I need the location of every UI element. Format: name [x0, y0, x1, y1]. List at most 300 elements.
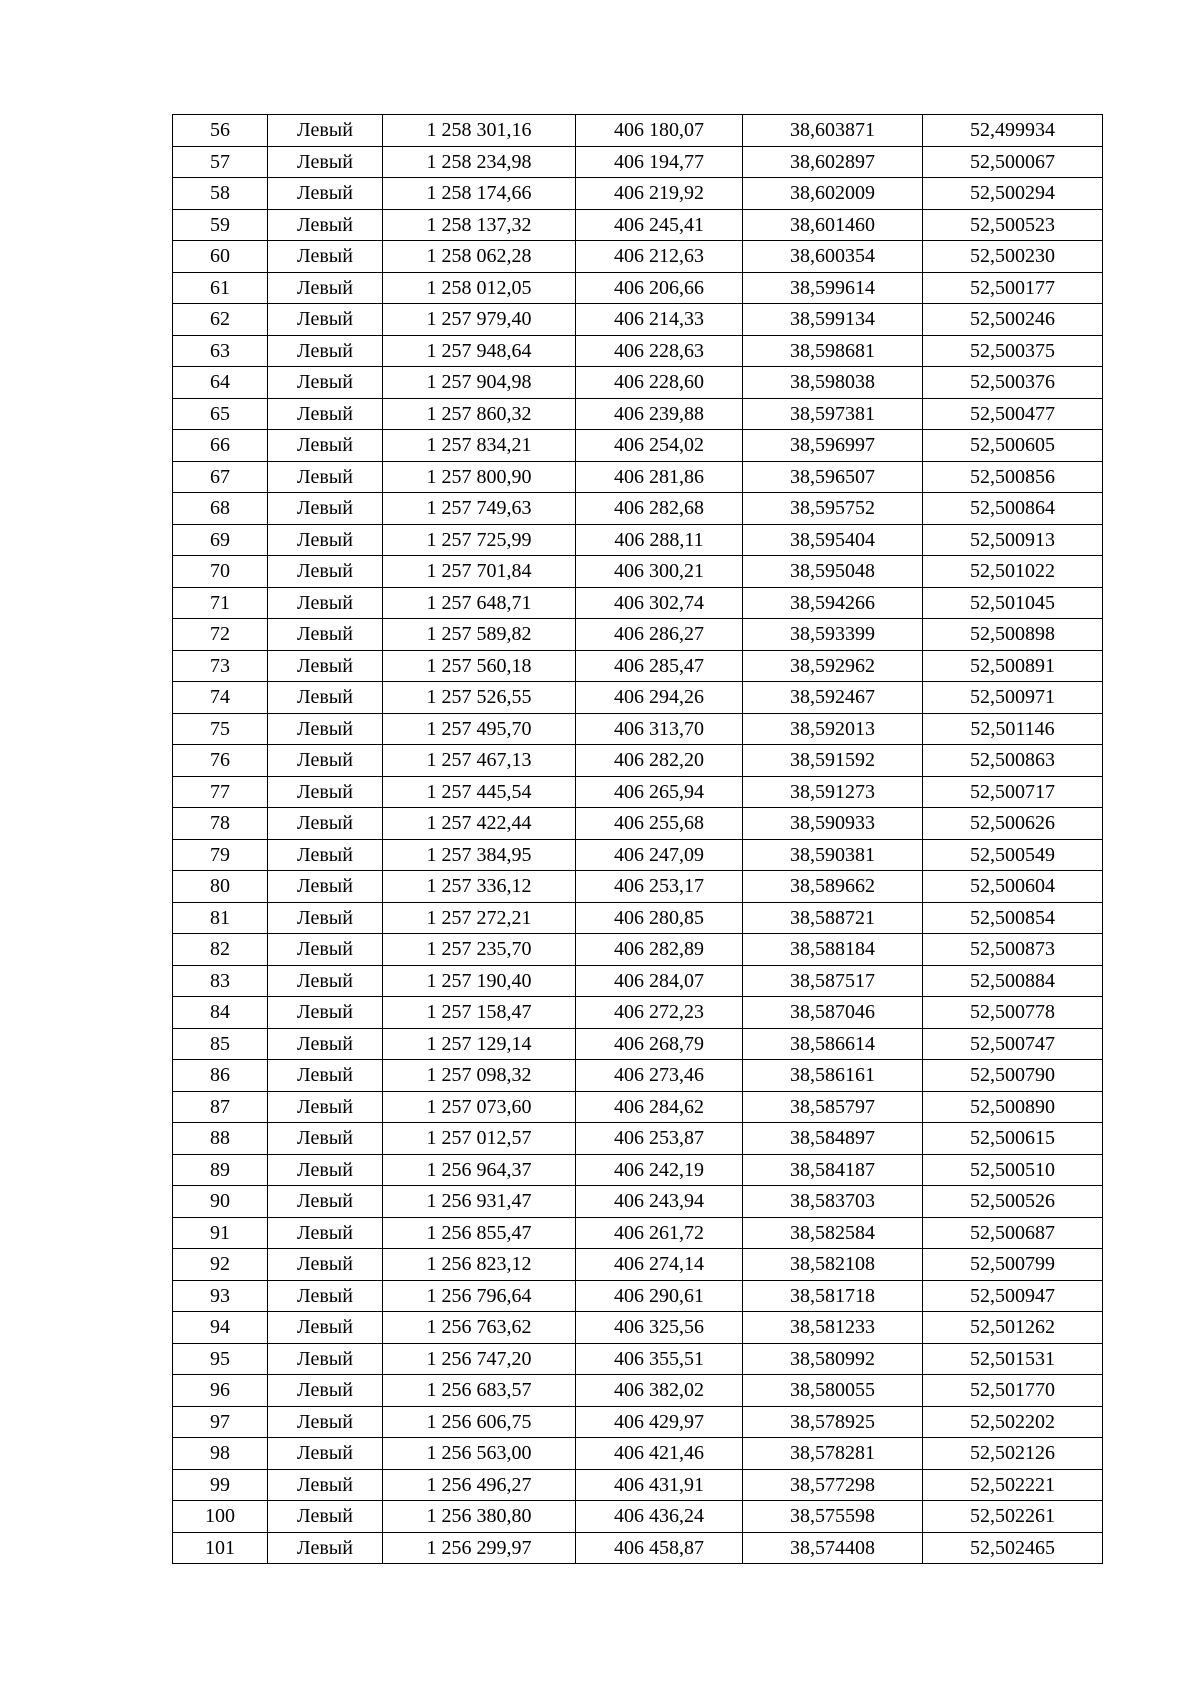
x-coordinate-cell: 1 257 129,14 [383, 1028, 576, 1060]
side-cell: Левый [268, 776, 383, 808]
point-number-cell: 81 [173, 902, 268, 934]
latitude-cell: 52,500375 [923, 335, 1103, 367]
x-coordinate-cell: 1 256 299,97 [383, 1532, 576, 1564]
x-coordinate-cell: 1 257 384,95 [383, 839, 576, 871]
y-coordinate-cell: 406 282,89 [576, 934, 743, 966]
x-coordinate-cell: 1 258 012,05 [383, 272, 576, 304]
table-row [173, 1375, 1103, 1407]
point-number-cell: 78 [173, 808, 268, 840]
table-row [173, 556, 1103, 588]
x-coordinate-cell: 1 257 749,63 [383, 493, 576, 525]
y-coordinate-cell: 406 421,46 [576, 1438, 743, 1470]
latitude-cell: 52,502202 [923, 1406, 1103, 1438]
longitude-cell: 38,588721 [743, 902, 923, 934]
latitude-cell: 52,500854 [923, 902, 1103, 934]
longitude-cell: 38,597381 [743, 398, 923, 430]
x-coordinate-cell: 1 257 272,21 [383, 902, 576, 934]
x-coordinate-cell: 1 257 725,99 [383, 524, 576, 556]
longitude-cell: 38,584897 [743, 1123, 923, 1155]
y-coordinate-cell: 406 286,27 [576, 619, 743, 651]
y-coordinate-cell: 406 214,33 [576, 304, 743, 336]
x-coordinate-cell: 1 257 158,47 [383, 997, 576, 1029]
longitude-cell: 38,602897 [743, 146, 923, 178]
y-coordinate-cell: 406 228,60 [576, 367, 743, 399]
point-number-cell: 79 [173, 839, 268, 871]
side-cell: Левый [268, 1123, 383, 1155]
side-cell: Левый [268, 430, 383, 462]
point-number-cell: 97 [173, 1406, 268, 1438]
x-coordinate-cell: 1 258 174,66 [383, 178, 576, 210]
y-coordinate-cell: 406 274,14 [576, 1249, 743, 1281]
point-number-cell: 88 [173, 1123, 268, 1155]
latitude-cell: 52,500891 [923, 650, 1103, 682]
longitude-cell: 38,591273 [743, 776, 923, 808]
latitude-cell: 52,500177 [923, 272, 1103, 304]
x-coordinate-cell: 1 257 098,32 [383, 1060, 576, 1092]
longitude-cell: 38,598681 [743, 335, 923, 367]
x-coordinate-cell: 1 258 137,32 [383, 209, 576, 241]
point-number-cell: 62 [173, 304, 268, 336]
point-number-cell: 80 [173, 871, 268, 903]
longitude-cell: 38,574408 [743, 1532, 923, 1564]
point-number-cell: 92 [173, 1249, 268, 1281]
y-coordinate-cell: 406 431,91 [576, 1469, 743, 1501]
side-cell: Левый [268, 650, 383, 682]
latitude-cell: 52,501045 [923, 587, 1103, 619]
point-number-cell: 95 [173, 1343, 268, 1375]
x-coordinate-cell: 1 257 526,55 [383, 682, 576, 714]
table-row [173, 241, 1103, 273]
y-coordinate-cell: 406 268,79 [576, 1028, 743, 1060]
x-coordinate-cell: 1 258 301,16 [383, 115, 576, 147]
y-coordinate-cell: 406 194,77 [576, 146, 743, 178]
point-number-cell: 58 [173, 178, 268, 210]
point-number-cell: 82 [173, 934, 268, 966]
y-coordinate-cell: 406 180,07 [576, 115, 743, 147]
side-cell: Левый [268, 335, 383, 367]
point-number-cell: 90 [173, 1186, 268, 1218]
side-cell: Левый [268, 272, 383, 304]
side-cell: Левый [268, 808, 383, 840]
y-coordinate-cell: 406 255,68 [576, 808, 743, 840]
table-row [173, 1501, 1103, 1533]
longitude-cell: 38,584187 [743, 1154, 923, 1186]
y-coordinate-cell: 406 247,09 [576, 839, 743, 871]
y-coordinate-cell: 406 273,46 [576, 1060, 743, 1092]
x-coordinate-cell: 1 257 648,71 [383, 587, 576, 619]
y-coordinate-cell: 406 458,87 [576, 1532, 743, 1564]
longitude-cell: 38,594266 [743, 587, 923, 619]
table-row [173, 115, 1103, 147]
table-row [173, 304, 1103, 336]
table-row [173, 713, 1103, 745]
table-row [173, 1343, 1103, 1375]
x-coordinate-cell: 1 257 834,21 [383, 430, 576, 462]
longitude-cell: 38,595404 [743, 524, 923, 556]
point-number-cell: 71 [173, 587, 268, 619]
latitude-cell: 52,500790 [923, 1060, 1103, 1092]
point-number-cell: 85 [173, 1028, 268, 1060]
x-coordinate-cell: 1 258 234,98 [383, 146, 576, 178]
latitude-cell: 52,500604 [923, 871, 1103, 903]
latitude-cell: 52,501770 [923, 1375, 1103, 1407]
side-cell: Левый [268, 1186, 383, 1218]
x-coordinate-cell: 1 257 860,32 [383, 398, 576, 430]
longitude-cell: 38,590381 [743, 839, 923, 871]
side-cell: Левый [268, 713, 383, 745]
longitude-cell: 38,601460 [743, 209, 923, 241]
y-coordinate-cell: 406 254,02 [576, 430, 743, 462]
point-number-cell: 70 [173, 556, 268, 588]
x-coordinate-cell: 1 256 964,37 [383, 1154, 576, 1186]
y-coordinate-cell: 406 281,86 [576, 461, 743, 493]
longitude-cell: 38,590933 [743, 808, 923, 840]
latitude-cell: 52,500863 [923, 745, 1103, 777]
latitude-cell: 52,500747 [923, 1028, 1103, 1060]
point-number-cell: 93 [173, 1280, 268, 1312]
x-coordinate-cell: 1 256 606,75 [383, 1406, 576, 1438]
side-cell: Левый [268, 1091, 383, 1123]
table-row [173, 997, 1103, 1029]
latitude-cell: 52,500549 [923, 839, 1103, 871]
point-number-cell: 86 [173, 1060, 268, 1092]
side-cell: Левый [268, 304, 383, 336]
table-row [173, 1249, 1103, 1281]
point-number-cell: 74 [173, 682, 268, 714]
point-number-cell: 57 [173, 146, 268, 178]
point-number-cell: 75 [173, 713, 268, 745]
table-row [173, 1280, 1103, 1312]
table-row [173, 209, 1103, 241]
side-cell: Левый [268, 1217, 383, 1249]
longitude-cell: 38,589662 [743, 871, 923, 903]
table-row [173, 1123, 1103, 1155]
longitude-cell: 38,587517 [743, 965, 923, 997]
longitude-cell: 38,603871 [743, 115, 923, 147]
latitude-cell: 52,500971 [923, 682, 1103, 714]
point-number-cell: 89 [173, 1154, 268, 1186]
y-coordinate-cell: 406 219,92 [576, 178, 743, 210]
longitude-cell: 38,587046 [743, 997, 923, 1029]
latitude-cell: 52,501262 [923, 1312, 1103, 1344]
table-row [173, 430, 1103, 462]
coordinates-table [172, 114, 1103, 1564]
latitude-cell: 52,500717 [923, 776, 1103, 808]
x-coordinate-cell: 1 256 563,00 [383, 1438, 576, 1470]
side-cell: Левый [268, 1060, 383, 1092]
table-row [173, 1438, 1103, 1470]
side-cell: Левый [268, 1280, 383, 1312]
longitude-cell: 38,602009 [743, 178, 923, 210]
x-coordinate-cell: 1 256 380,80 [383, 1501, 576, 1533]
y-coordinate-cell: 406 288,11 [576, 524, 743, 556]
side-cell: Левый [268, 682, 383, 714]
x-coordinate-cell: 1 256 747,20 [383, 1343, 576, 1375]
y-coordinate-cell: 406 284,62 [576, 1091, 743, 1123]
x-coordinate-cell: 1 256 931,47 [383, 1186, 576, 1218]
longitude-cell: 38,578281 [743, 1438, 923, 1470]
point-number-cell: 72 [173, 619, 268, 651]
longitude-cell: 38,593399 [743, 619, 923, 651]
latitude-cell: 52,500778 [923, 997, 1103, 1029]
side-cell: Левый [268, 461, 383, 493]
latitude-cell: 52,500864 [923, 493, 1103, 525]
table-row [173, 461, 1103, 493]
longitude-cell: 38,592467 [743, 682, 923, 714]
latitude-cell: 52,501531 [923, 1343, 1103, 1375]
latitude-cell: 52,500294 [923, 178, 1103, 210]
longitude-cell: 38,592013 [743, 713, 923, 745]
longitude-cell: 38,599614 [743, 272, 923, 304]
longitude-cell: 38,583703 [743, 1186, 923, 1218]
point-number-cell: 77 [173, 776, 268, 808]
longitude-cell: 38,582584 [743, 1217, 923, 1249]
latitude-cell: 52,500898 [923, 619, 1103, 651]
table-row [173, 745, 1103, 777]
table-row [173, 871, 1103, 903]
longitude-cell: 38,578925 [743, 1406, 923, 1438]
table-row [173, 1091, 1103, 1123]
longitude-cell: 38,585797 [743, 1091, 923, 1123]
y-coordinate-cell: 406 285,47 [576, 650, 743, 682]
table-row [173, 335, 1103, 367]
longitude-cell: 38,596997 [743, 430, 923, 462]
side-cell: Левый [268, 209, 383, 241]
y-coordinate-cell: 406 429,97 [576, 1406, 743, 1438]
x-coordinate-cell: 1 257 235,70 [383, 934, 576, 966]
latitude-cell: 52,500615 [923, 1123, 1103, 1155]
longitude-cell: 38,582108 [743, 1249, 923, 1281]
x-coordinate-cell: 1 256 855,47 [383, 1217, 576, 1249]
longitude-cell: 38,599134 [743, 304, 923, 336]
latitude-cell: 52,500873 [923, 934, 1103, 966]
latitude-cell: 52,501022 [923, 556, 1103, 588]
x-coordinate-cell: 1 256 796,64 [383, 1280, 576, 1312]
point-number-cell: 56 [173, 115, 268, 147]
latitude-cell: 52,500230 [923, 241, 1103, 273]
point-number-cell: 99 [173, 1469, 268, 1501]
point-number-cell: 83 [173, 965, 268, 997]
table-row [173, 1469, 1103, 1501]
y-coordinate-cell: 406 282,20 [576, 745, 743, 777]
latitude-cell: 52,502126 [923, 1438, 1103, 1470]
side-cell: Левый [268, 178, 383, 210]
y-coordinate-cell: 406 302,74 [576, 587, 743, 619]
table-row [173, 146, 1103, 178]
x-coordinate-cell: 1 257 495,70 [383, 713, 576, 745]
side-cell: Левый [268, 1249, 383, 1281]
longitude-cell: 38,577298 [743, 1469, 923, 1501]
point-number-cell: 68 [173, 493, 268, 525]
side-cell: Левый [268, 493, 383, 525]
table-row [173, 178, 1103, 210]
y-coordinate-cell: 406 253,17 [576, 871, 743, 903]
x-coordinate-cell: 1 256 496,27 [383, 1469, 576, 1501]
point-number-cell: 64 [173, 367, 268, 399]
y-coordinate-cell: 406 290,61 [576, 1280, 743, 1312]
x-coordinate-cell: 1 257 589,82 [383, 619, 576, 651]
point-number-cell: 59 [173, 209, 268, 241]
table-row [173, 650, 1103, 682]
table-row [173, 619, 1103, 651]
latitude-cell: 52,500067 [923, 146, 1103, 178]
point-number-cell: 84 [173, 997, 268, 1029]
side-cell: Левый [268, 1343, 383, 1375]
table-row [173, 934, 1103, 966]
longitude-cell: 38,586161 [743, 1060, 923, 1092]
longitude-cell: 38,580992 [743, 1343, 923, 1375]
y-coordinate-cell: 406 355,51 [576, 1343, 743, 1375]
longitude-cell: 38,595048 [743, 556, 923, 588]
point-number-cell: 69 [173, 524, 268, 556]
side-cell: Левый [268, 902, 383, 934]
y-coordinate-cell: 406 212,63 [576, 241, 743, 273]
y-coordinate-cell: 406 280,85 [576, 902, 743, 934]
side-cell: Левый [268, 1028, 383, 1060]
side-cell: Левый [268, 745, 383, 777]
point-number-cell: 66 [173, 430, 268, 462]
x-coordinate-cell: 1 256 823,12 [383, 1249, 576, 1281]
y-coordinate-cell: 406 382,02 [576, 1375, 743, 1407]
point-number-cell: 61 [173, 272, 268, 304]
side-cell: Левый [268, 1375, 383, 1407]
side-cell: Левый [268, 871, 383, 903]
y-coordinate-cell: 406 300,21 [576, 556, 743, 588]
point-number-cell: 100 [173, 1501, 268, 1533]
side-cell: Левый [268, 1532, 383, 1564]
table-row [173, 367, 1103, 399]
table-row [173, 965, 1103, 997]
x-coordinate-cell: 1 256 763,62 [383, 1312, 576, 1344]
point-number-cell: 101 [173, 1532, 268, 1564]
longitude-cell: 38,581233 [743, 1312, 923, 1344]
latitude-cell: 52,500856 [923, 461, 1103, 493]
x-coordinate-cell: 1 257 336,12 [383, 871, 576, 903]
latitude-cell: 52,500526 [923, 1186, 1103, 1218]
table-row [173, 1312, 1103, 1344]
latitude-cell: 52,502221 [923, 1469, 1103, 1501]
latitude-cell: 52,500799 [923, 1249, 1103, 1281]
side-cell: Левый [268, 1501, 383, 1533]
point-number-cell: 67 [173, 461, 268, 493]
table-row [173, 776, 1103, 808]
y-coordinate-cell: 406 284,07 [576, 965, 743, 997]
longitude-cell: 38,595752 [743, 493, 923, 525]
y-coordinate-cell: 406 282,68 [576, 493, 743, 525]
side-cell: Левый [268, 934, 383, 966]
y-coordinate-cell: 406 294,26 [576, 682, 743, 714]
y-coordinate-cell: 406 239,88 [576, 398, 743, 430]
latitude-cell: 52,500510 [923, 1154, 1103, 1186]
y-coordinate-cell: 406 313,70 [576, 713, 743, 745]
longitude-cell: 38,596507 [743, 461, 923, 493]
latitude-cell: 52,500884 [923, 965, 1103, 997]
latitude-cell: 52,500626 [923, 808, 1103, 840]
x-coordinate-cell: 1 257 073,60 [383, 1091, 576, 1123]
table-row [173, 1186, 1103, 1218]
longitude-cell: 38,592962 [743, 650, 923, 682]
x-coordinate-cell: 1 256 683,57 [383, 1375, 576, 1407]
side-cell: Левый [268, 1406, 383, 1438]
side-cell: Левый [268, 524, 383, 556]
y-coordinate-cell: 406 436,24 [576, 1501, 743, 1533]
latitude-cell: 52,500947 [923, 1280, 1103, 1312]
latitude-cell: 52,500523 [923, 209, 1103, 241]
side-cell: Левый [268, 1438, 383, 1470]
y-coordinate-cell: 406 242,19 [576, 1154, 743, 1186]
table-row [173, 1217, 1103, 1249]
y-coordinate-cell: 406 265,94 [576, 776, 743, 808]
point-number-cell: 63 [173, 335, 268, 367]
longitude-cell: 38,580055 [743, 1375, 923, 1407]
latitude-cell: 52,500687 [923, 1217, 1103, 1249]
longitude-cell: 38,591592 [743, 745, 923, 777]
side-cell: Левый [268, 619, 383, 651]
side-cell: Левый [268, 1469, 383, 1501]
x-coordinate-cell: 1 257 800,90 [383, 461, 576, 493]
side-cell: Левый [268, 556, 383, 588]
x-coordinate-cell: 1 257 445,54 [383, 776, 576, 808]
side-cell: Левый [268, 398, 383, 430]
coordinates-table-body [173, 115, 1103, 1564]
x-coordinate-cell: 1 257 701,84 [383, 556, 576, 588]
table-row [173, 682, 1103, 714]
x-coordinate-cell: 1 257 012,57 [383, 1123, 576, 1155]
table-row [173, 272, 1103, 304]
latitude-cell: 52,500605 [923, 430, 1103, 462]
table-row [173, 808, 1103, 840]
table-row [173, 1406, 1103, 1438]
x-coordinate-cell: 1 257 422,44 [383, 808, 576, 840]
x-coordinate-cell: 1 257 904,98 [383, 367, 576, 399]
latitude-cell: 52,501146 [923, 713, 1103, 745]
latitude-cell: 52,502465 [923, 1532, 1103, 1564]
x-coordinate-cell: 1 257 979,40 [383, 304, 576, 336]
x-coordinate-cell: 1 257 948,64 [383, 335, 576, 367]
longitude-cell: 38,588184 [743, 934, 923, 966]
point-number-cell: 94 [173, 1312, 268, 1344]
table-row [173, 1532, 1103, 1564]
side-cell: Левый [268, 1312, 383, 1344]
side-cell: Левый [268, 1154, 383, 1186]
longitude-cell: 38,600354 [743, 241, 923, 273]
latitude-cell: 52,500890 [923, 1091, 1103, 1123]
side-cell: Левый [268, 997, 383, 1029]
x-coordinate-cell: 1 257 560,18 [383, 650, 576, 682]
point-number-cell: 60 [173, 241, 268, 273]
latitude-cell: 52,500376 [923, 367, 1103, 399]
y-coordinate-cell: 406 261,72 [576, 1217, 743, 1249]
latitude-cell: 52,499934 [923, 115, 1103, 147]
table-row [173, 1154, 1103, 1186]
side-cell: Левый [268, 146, 383, 178]
table-row [173, 839, 1103, 871]
side-cell: Левый [268, 839, 383, 871]
point-number-cell: 76 [173, 745, 268, 777]
longitude-cell: 38,598038 [743, 367, 923, 399]
table-row [173, 587, 1103, 619]
table-row [173, 524, 1103, 556]
longitude-cell: 38,575598 [743, 1501, 923, 1533]
table-row [173, 493, 1103, 525]
side-cell: Левый [268, 241, 383, 273]
y-coordinate-cell: 406 206,66 [576, 272, 743, 304]
point-number-cell: 96 [173, 1375, 268, 1407]
x-coordinate-cell: 1 257 190,40 [383, 965, 576, 997]
latitude-cell: 52,500913 [923, 524, 1103, 556]
latitude-cell: 52,502261 [923, 1501, 1103, 1533]
y-coordinate-cell: 406 325,56 [576, 1312, 743, 1344]
